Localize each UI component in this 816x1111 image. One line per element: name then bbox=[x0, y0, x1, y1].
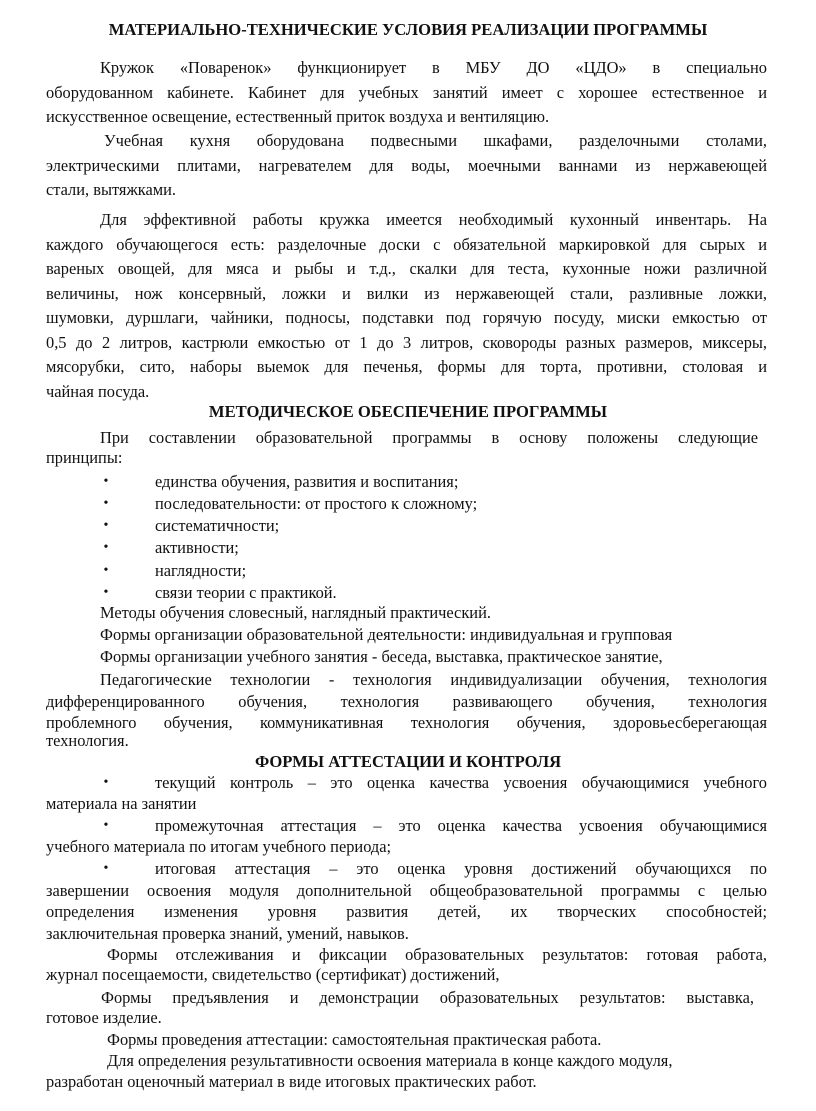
bullet-icon: • bbox=[103, 496, 109, 511]
list-item-text: активности; bbox=[155, 538, 239, 557]
list-item-text: итоговая аттестация – это оценка уровня достижений обучающихся по bbox=[155, 859, 767, 878]
paragraph-attestation-form: Формы проведения аттестации: самостоятельная практическая работа. bbox=[107, 1030, 602, 1049]
list-item-text: текущий контроль – это оценка качества усвоения обучающимися учебного bbox=[155, 773, 767, 792]
text-line: каждого обучающегося есть: разделочные доски с обязательной маркировкой для сырых и bbox=[46, 235, 767, 254]
list-item-text: последовательности: от простого к сложному; bbox=[155, 494, 478, 513]
text-line: мясорубки, сито, наборы выемок для печенья, формы для торта, противни, столовая и bbox=[46, 357, 767, 376]
paragraph-activity-forms: Формы организации образовательной деятельности: индивидуальная и групповая bbox=[100, 625, 673, 644]
text-line: дифференцированного обучения, технология развивающего обучения, технология bbox=[46, 692, 767, 711]
bullet-icon: • bbox=[103, 563, 109, 578]
text-line: Формы отслеживания и фиксации образовательных результатов: готовая работа, bbox=[107, 945, 767, 964]
section-heading-methodical-support: МЕТОДИЧЕСКОЕ ОБЕСПЕЧЕНИЕ ПРОГРАММЫ bbox=[208, 402, 608, 421]
list-item-text: связи теории с практикой. bbox=[155, 583, 337, 602]
text-line: Для эффективной работы кружка имеется необходимый кухонный инвентарь. На bbox=[100, 210, 767, 229]
list-item-text: определения изменения уровня развития детей, их творческих способностей; bbox=[46, 902, 767, 921]
list-item-text: материала на занятии bbox=[46, 794, 197, 813]
list-item-text: учебного материала по итогам учебного периода; bbox=[46, 837, 392, 856]
section-heading-material-conditions: МАТЕРИАЛЬНО-ТЕХНИЧЕСКИЕ УСЛОВИЯ РЕАЛИЗАЦИИ ПРОГРАММЫ bbox=[108, 20, 708, 39]
text-line: журнал посещаемости, свидетельство (сертификат) достижений, bbox=[46, 965, 500, 984]
list-item-text: заключительная проверка знаний, умений, навыков. bbox=[46, 924, 409, 943]
text-line: искусственное освещение, естественный приток воздуха и вентиляцию. bbox=[46, 107, 550, 126]
text-line: электрическими плитами, нагревателем для воды, моечными ваннами из нержавеющей bbox=[46, 156, 767, 175]
paragraph-lesson-forms: Формы организации учебного занятия - беседа, выставка, практическое занятие, bbox=[100, 647, 663, 666]
text-line: Учебная кухня оборудована подвесными шкафами, разделочными столами, bbox=[104, 131, 767, 150]
text-line: разработан оценочный материал в виде итоговых практических работ. bbox=[46, 1072, 537, 1091]
bullet-icon: • bbox=[103, 818, 109, 833]
bullet-icon: • bbox=[103, 474, 109, 489]
text-line: шумовки, дуршлаги, чайники, подносы, подставки под горячую посуду, миски емкостью от bbox=[46, 308, 767, 327]
text-line: готовое изделие. bbox=[46, 1008, 162, 1027]
bullet-icon: • bbox=[103, 540, 109, 555]
text-line: Для определения результативности освоения материала в конце каждого модуля, bbox=[107, 1051, 673, 1070]
bullet-icon: • bbox=[103, 585, 109, 600]
list-item-text: завершении освоения модуля дополнительной общеобразовательной программы с целью bbox=[46, 881, 767, 900]
bullet-icon: • bbox=[103, 775, 109, 790]
text-line: стали, вытяжками. bbox=[46, 180, 176, 199]
text-line: технология. bbox=[46, 731, 129, 750]
text-line: оборудованном кабинете. Кабинет для учебных занятий имеет с хорошее естественное и bbox=[46, 83, 767, 102]
text-line: Педагогические технологии - технология индивидуализации обучения, технология bbox=[100, 670, 767, 689]
paragraph-teaching-methods: Методы обучения словесный, наглядный практический. bbox=[100, 603, 491, 622]
list-item-text: промежуточная аттестация – это оценка качества усвоения обучающимися bbox=[155, 816, 767, 835]
bullet-icon: • bbox=[103, 861, 109, 876]
text-line: проблемного обучения, коммуникативная технология обучения, здоровьесберегающая bbox=[46, 713, 767, 732]
list-item-text: единства обучения, развития и воспитания; bbox=[155, 472, 459, 491]
text-line: 0,5 до 2 литров, кастрюли емкостью от 1 до 3 литров, сковороды разных размеров, миксеры, bbox=[46, 333, 767, 352]
text-line: Кружок «Поваренок» функционирует в МБУ ДО «ЦДО» в специально bbox=[100, 58, 767, 77]
text-line: При составлении образовательной программы в основу положены следующие bbox=[100, 428, 758, 447]
text-line: чайная посуда. bbox=[46, 382, 150, 401]
text-line: величины, нож консервный, ложки и вилки из нержавеющей стали, разливные ложки, bbox=[46, 284, 767, 303]
text-line: вареных овощей, для мяса и рыбы и т.д., скалки для теста, кухонные ножи различной bbox=[46, 259, 767, 278]
text-line: принципы: bbox=[46, 448, 123, 467]
text-line: Формы предъявления и демонстрации образовательных результатов: выставка, bbox=[101, 988, 754, 1007]
bullet-icon: • bbox=[103, 518, 109, 533]
list-item-text: наглядности; bbox=[155, 561, 247, 580]
list-item-text: систематичности; bbox=[155, 516, 280, 535]
section-heading-attestation-forms: ФОРМЫ АТТЕСТАЦИИ И КОНТРОЛЯ bbox=[254, 752, 562, 771]
